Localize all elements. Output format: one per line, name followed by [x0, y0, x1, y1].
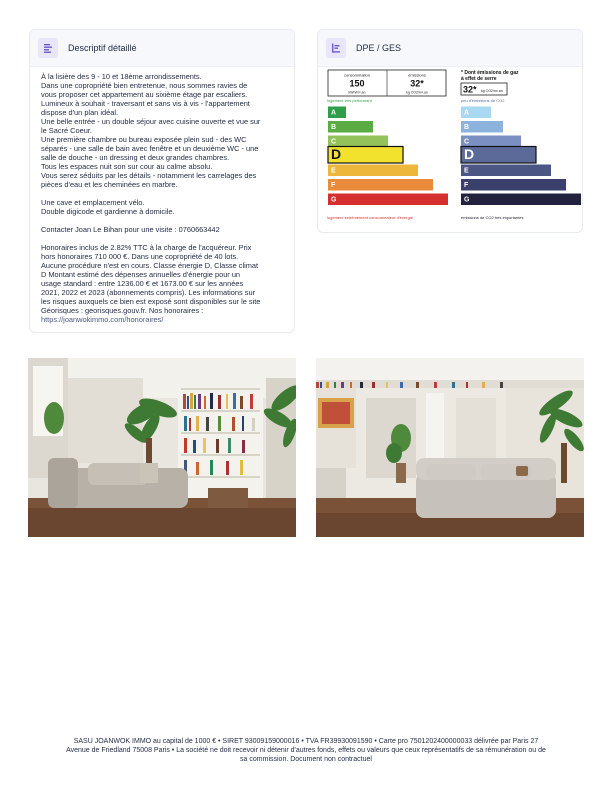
dpe-ges-diagram [318, 67, 584, 233]
text-line: salle de douche - un dressing et deux grandes chambres. [41, 153, 230, 162]
text-line: usage standard : entre 1236.00 € et 1673.00 € sur les années [41, 279, 244, 288]
emissions-value: 32* [410, 78, 424, 89]
text-line: Une belle entrée - un double séjour avec cuisine ouverte et vue sur [41, 117, 261, 126]
text-line: Géorisques : georisques.gouv.fr. Nos honoraires : [41, 306, 204, 315]
fees-link[interactable]: https://joanwokimmo.com/honoraires/ [41, 315, 164, 324]
dpe-header [318, 30, 582, 67]
description-body [41, 72, 287, 324]
text-line: Double digicode et gardienne à domicile. [41, 207, 175, 216]
ges-label-g: G [464, 196, 470, 204]
text-line: dispose d'un plan idéal. [41, 108, 119, 117]
energy-top-label: logement très performant [327, 98, 372, 103]
description-card [29, 29, 295, 333]
energy-label-g: G [331, 196, 337, 204]
ges-scale [461, 107, 581, 206]
photo-living-room-bookshelves [28, 358, 296, 537]
description-paragraph-3 [41, 243, 287, 324]
text-line: pièces d'eau et les cheminées en marbre. [41, 180, 178, 189]
footer-line: SASU JOANWOK IMMO au capital de 1000 € • SIRET 93009159000016 • TVA FR39930091590 • Carte pro 7501202400000033 délivrée par Paris 27 [73, 738, 539, 745]
emissions-label: émissions [408, 72, 426, 78]
footer-line: sa commission. Document non contractuel [240, 756, 372, 763]
ges-top-label: peu d'émissions de CO2 [461, 98, 505, 103]
text-line: Une cave et emplacement vélo. [41, 198, 145, 207]
consumption-unit: kWh/m².an [348, 90, 366, 95]
ges-header-line1: * Dont émissions de gaz [461, 70, 519, 76]
text-line: À la lisière des 9 - 10 et 18ème arrondissements. [41, 72, 202, 81]
energy-scale [328, 107, 448, 206]
energy-bar-f [328, 179, 433, 191]
contact-line: Contacter Joan Le Bihan pour une visite : 0760663442 [41, 225, 220, 234]
consumption-value: 150 [349, 78, 365, 89]
consumption-label: consommation [343, 72, 371, 78]
photo-living-room-sofa [316, 358, 584, 537]
description-title: Descriptif détaillé [68, 43, 137, 53]
ges-bar-e [461, 165, 551, 177]
text-line: les risques auxquels ce bien est exposé sont disponibles sur le site [41, 297, 261, 306]
description-paragraph-2 [41, 198, 287, 216]
text-line: Honoraires inclus de 2.82% TTC à la charge de l'acquéreur. Prix [41, 243, 252, 252]
ges-label-f: F [464, 182, 469, 189]
bar-chart-icon [326, 38, 346, 58]
dpe-card [317, 29, 583, 233]
emissions-unit: kg CO2/m².an [406, 90, 428, 95]
energy-label-a: A [331, 109, 337, 117]
ges-bar-f [461, 179, 566, 191]
ges-value: 32* [463, 84, 477, 95]
text-line: hors honoraires 710 000 €. Dans une copropriété de 40 lots. [41, 252, 239, 261]
footer-line: Avenue de Friedland 75008 Paris • La société ne doit recevoir ni détenir d'autres fonds, effets ou valeurs que ceux représentatifs de sa rémunération ou de [66, 747, 546, 754]
text-line: Lumineux à souhait - traversant et sans vis à vis - l'appartement [41, 99, 250, 108]
photo-2-illustration [316, 358, 584, 537]
energy-bar-e [328, 165, 418, 177]
ges-label-e: E [464, 167, 469, 175]
ges-label-b: B [464, 124, 470, 131]
ges-bar-g [461, 194, 581, 206]
text-line: Tous les espaces nuit son sur cour au calme absolu. [41, 162, 213, 171]
text-line: Aucune procédure n'est en cours. Classe énergie D, Classe climat [41, 261, 259, 270]
ges-label-d: D [464, 146, 475, 162]
energy-label-b: B [331, 124, 337, 131]
ges-header-line2: à effet de serre [461, 76, 497, 82]
text-line: séparés - une salle de bain avec fenêtre et un deuxième WC - une [41, 144, 259, 153]
energy-label-e: E [331, 167, 336, 175]
description-paragraph-1 [41, 72, 287, 189]
energy-label-f: F [331, 182, 336, 189]
text-line: Une première chambre ou bureau exposée plein sud - des WC [41, 135, 247, 144]
energy-label-c: C [331, 138, 337, 146]
ges-unit: kg CO2/m².an [481, 89, 503, 93]
description-header [30, 30, 294, 67]
text-line: Vous serez séduits par les détails - notamment les carrelages des [41, 171, 257, 180]
text-line: 2021, 2022 et 2023 (abonnements compris). Les informations sur [41, 288, 256, 297]
text-line: Dans une copropriété bien entretenue, nous sommes ravies de [41, 81, 248, 90]
footer-legal-notice [26, 737, 586, 764]
ges-bottom-label: émissions de CO2 très importantes [461, 215, 524, 220]
energy-bottom-label: logement extrêmement consommateur d'énergie [327, 215, 413, 220]
ges-label-a: A [464, 109, 470, 117]
text-line: le Sacré Coeur. [41, 126, 92, 135]
text-align-icon [38, 38, 58, 58]
text-line: D Montant estimé des dépenses annuelles d'énergie pour un [41, 270, 241, 279]
energy-bar-g [328, 194, 448, 206]
text-line: vous proposer cet appartement au sixième étage par escaliers. [41, 90, 248, 99]
energy-label-d: D [331, 146, 342, 162]
dpe-title: DPE / GES [356, 43, 402, 53]
photo-1-illustration [28, 358, 296, 537]
ges-label-c: C [464, 138, 470, 146]
